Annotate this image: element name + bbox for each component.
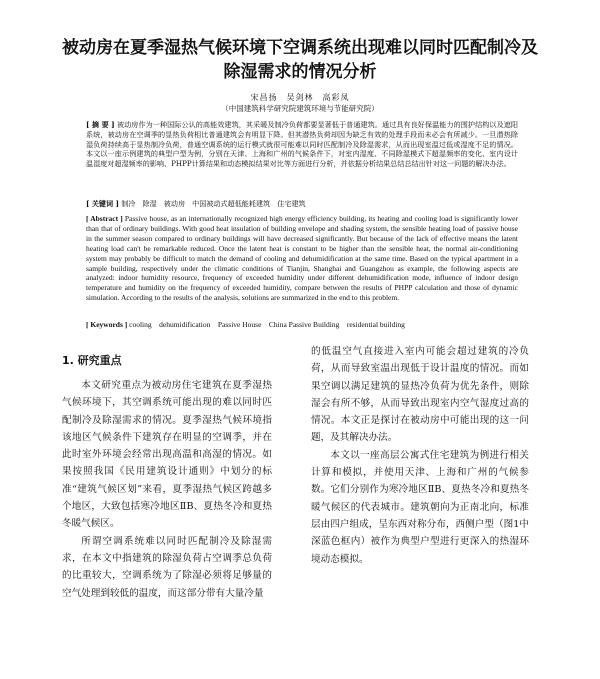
english-keywords-label: [ Keywords ] (86, 320, 128, 329)
paper-title: 被动房在夏季湿热气候环境下空调系统出现难以同时匹配制冷及除湿需求的情况分析 (62, 38, 538, 82)
chinese-abstract-text: 被动房作为一种国际公认的高能效建筑，其采暖及制冷负荷都要显著低于普通建筑。通过具有良好保温能力的围护结构以及遮阳系统，被动房在空调季的显热负荷相比普通建筑会有明显下降。但其潜热负荷却因为缺乏有效的处理手段而未必会有所减少。一旦潜热除湿负荷持续高于显热制冷负荷，普通空调系统的运行模式就很可能难以同时匹配制冷及除湿需求，从而出现室温过低或湿度不足的情况。本文以一座示例建筑的典型户型为例，分别在天津、上海和广州的气候条件下，对室内湿度、不同除湿模式下超湿频率的变化、室内设计温湿度对超湿频率的影响、PHPP计算结果和动态模拟结果对比等方面进行分析，并依据分析结果总结总结出针对这一问题的解决办法。 (86, 120, 518, 169)
english-keywords (86, 320, 518, 330)
chinese-keywords (86, 199, 518, 209)
chinese-abstract-label: [ 摘 要 ] (86, 120, 115, 129)
body-paragraph: 所谓空调系统难以同时匹配制冷及除湿需求，在本文中指建筑的除湿负荷占空调季总负荷的比重较大，空调系统为了除湿必须将足够量的空气处理到较低的温度，而这部分带有大量冷量 (62, 535, 272, 599)
section-heading: 1. 研究重点 (62, 354, 122, 367)
english-abstract-text: Passive house, as an internationally recognized high energy efficiency building, its heating and cooling load is significantly lower than that of ordinary buildings. With good heat insulation of building envelope and shading system, the sensible heating load of passive house in the summer season compared to ordinary buildings will have decreased significantly. But because of the lack of effective means the latent heating load can't be remarkable reduced. Once the latent heat is constant to be higher than the sensible heat, the normal air-conditioning system may probably be difficult to match the demand of cooling and dehumidification at the same time. Based on the typical apartment in a sample building, respectively under the climatic conditions of Tianjin, Shanghai and Guangzhou as example, the following aspects are analyzed: indoor humidity resource, frequency of exceeded humidity under different dehumidification mode, influence of indoor design temperature and humidity on the frequency of exceeded humidity, compare between the results of PHPP calculation and those of dynamic simulation. According to the results of the analysis, solutions are summarized in the end to this problem. (86, 214, 518, 303)
english-abstract (86, 214, 518, 303)
body-paragraph: 的低温空气直接进入室内可能会超过建筑的冷负荷，从而导致室温出现低于设计温度的情况。而如果空调以满足建筑的显热冷负荷为优先条件，则除湿会有所不够，从而导致出现室内空气湿度过高的情况。本文正是探讨在被动房中可能出现的这一问题，及其解决办法。 (311, 346, 529, 444)
body-paragraph: 本文研究重点为被动房住宅建筑在夏季湿热气候环境下，其空调系统可能出现的难以同时匹配制冷及除湿需求的情况。夏季湿热气候环境指该地区气候条件下建筑存在明显的空调季，并在此时室外环境会经常出现高温和高湿的情况。如果按照我国《民用建筑设计通则》中划分的标准“建筑气候区划”来看，夏季湿热气候区跨越多个地区，大致包括寒冷地区ⅡB、夏热冬冷和夏热冬暖气候区。 (62, 380, 272, 530)
body-right-column (311, 343, 529, 568)
chinese-keywords-text: 制冷 除湿 被动房 中国被动式超低能耗建筑 住宅建筑 (121, 199, 306, 208)
chinese-abstract (86, 120, 518, 169)
chinese-keywords-label: [ 关键词 ] (86, 199, 119, 208)
affiliation: （中国建筑科学研究院建筑环境与节能研究院） (221, 104, 379, 113)
body-left-column (62, 343, 272, 602)
authors: 宋昌扬 吴剑林 高彩凤 (250, 93, 350, 102)
body-paragraph: 本文以一座高层公寓式住宅建筑为例进行相关计算和模拟，并使用天津、上海和广州的气候参数。它们分别作为寒冷地区ⅡB、夏热冬冷和夏热冬暖气候区的代表城市。建筑朝向为正南北向，标准层由四户组成，呈东西对称分布，西侧户型（图1中深蓝色框内）被作为典型户型进行更深入的热湿环境动态模拟。 (311, 449, 529, 565)
english-keywords-text: cooling dehumidification Passive House China Passive Building residential building (129, 320, 405, 329)
english-abstract-label: [ Abstract ] (86, 214, 123, 223)
